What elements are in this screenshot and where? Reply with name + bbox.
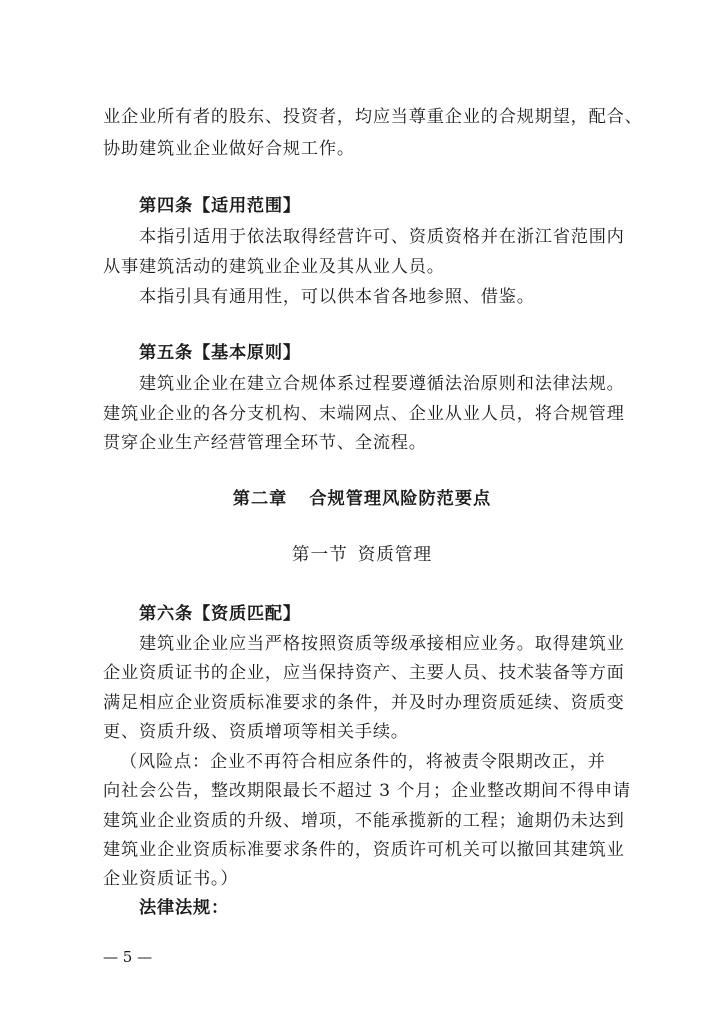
- law-label: 法律法规：: [139, 898, 229, 918]
- risk-line: 建筑业企业资质标准要求条件的，资质许可机关可以撤回其建筑业: [103, 840, 625, 860]
- chapter-title: [0, 489, 724, 509]
- section-title: [0, 545, 724, 565]
- paragraph-line: 协助建筑业企业做好合规工作。: [103, 139, 355, 159]
- article-heading: 第四条【适用范围】: [139, 196, 301, 216]
- section-name: 资质管理: [357, 545, 433, 565]
- paragraph-line: 本指引具有通用性，可以供本省各地参照、借鉴。: [139, 287, 535, 307]
- risk-line: （风险点：企业不再符合相应条件的，将被责令限期改正，并: [120, 752, 606, 772]
- article-heading: 第五条【基本原则】: [139, 343, 301, 363]
- paragraph-line: 业企业所有者的股东、投资者，均应当尊重企业的合规期望，配合、: [103, 107, 643, 127]
- chapter-name: 合规管理风险防范要点: [309, 489, 492, 509]
- risk-line: 建筑业企业资质的升级、增项，不能承揽新的工程；逾期仍未达到: [103, 811, 625, 831]
- paragraph-line: 更、资质升级、资质增项等相关手续。: [103, 722, 409, 742]
- article-heading: 第六条【资质匹配】: [139, 604, 301, 624]
- page-number: — 5 —: [103, 948, 153, 966]
- paragraph-line: 企业资质证书的企业，应当保持资产、主要人员、技术装备等方面: [103, 663, 625, 683]
- paragraph-line: 满足相应企业资质标准要求的条件，并及时办理资质延续、资质变: [103, 693, 625, 713]
- risk-line: 企业资质证书。）: [103, 869, 239, 889]
- risk-line: 向社会公告，整改期限最长不超过 3 个月；企业整改期间不得申请: [103, 781, 631, 801]
- section-number: 第一节: [291, 545, 348, 565]
- paragraph-line: 建筑业企业的各分支机构、末端网点、企业从业人员，将合规管理: [103, 404, 625, 424]
- paragraph-line: 建筑业企业在建立合规体系过程要遵循法治原则和法律法规。: [139, 374, 625, 394]
- paragraph-line: 本指引适用于依法取得经营许可、资质资格并在浙江省范围内: [139, 227, 625, 247]
- paragraph-line: 贯穿企业生产经营管理全环节、全流程。: [103, 433, 427, 453]
- paragraph-line: 建筑业企业应当严格按照资质等级承接相应业务。取得建筑业: [139, 634, 625, 654]
- chapter-number: 第二章: [232, 489, 288, 509]
- paragraph-line: 从事建筑活动的建筑业企业及其从业人员。: [103, 257, 445, 277]
